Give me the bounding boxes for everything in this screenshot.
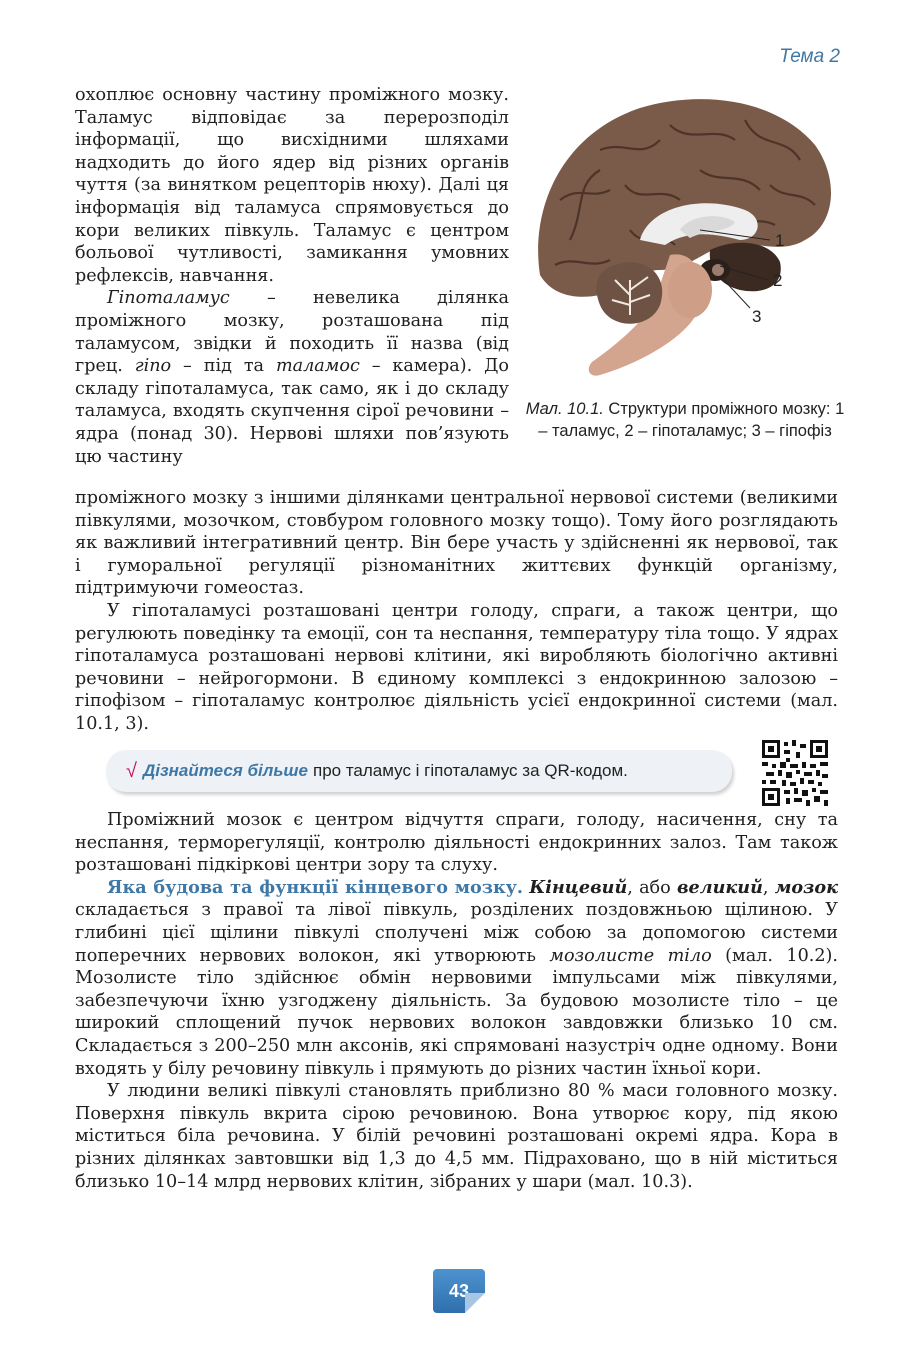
figure-label-3: 3 (752, 307, 762, 326)
term-corpus-callosum: мозолисте тіло (549, 945, 712, 966)
section-question: Яка будова та функції кінцевого мозку. (107, 876, 524, 898)
figure-label-2: 2 (773, 271, 783, 290)
hypothalamus-paragraph: Гіпоталамус – невелика ділянка проміжного мозку, розташована під таламусом, звідки й походить її назва (від грец. гіпо – під та таламос – камера). До складу гіпоталамуса, так само, як і до складу таламуса, входять скупчення сірої речовини – ядра (понад 30). Нервові шляхи пов’язують цю частину (75, 288, 510, 467)
hypothalamus-centers-paragraph: У гіпоталамусі розташовані центри голоду, спраги, а також центри, що регулюють поведінку та емоції, сон та неспання, температуру тіла тощо. У ядрах гіпоталамуса розташовані нервові клітини, які виробляють біологічно активні речовини – нейрогормони. В єдиному комплексі з ендокринною залозою – гіпофізом – гіпоталамус контролює діяльність усієї ендокринної системи (мал. 10.1, 3). (75, 600, 838, 734)
telencephalon-paragraph: Яка будова та функції кінцевого мозку. Кінцевий, або великий, мозок складається з правої та лівої півкуль, розділених поздовжньою щілиною. У глибині цієї щілини півкулі сполучені між собою за допомогою системи поперечних нервових волокон, які утворюють мозолисте тіло (мал. 10.2). Мозолисте тіло здійснює обмін нервовими імпульсами між півкулями, забезпечуючи їхню узгоджену діяльність. За будовою мозолисте тіло – це широкий сплощений пучок нервових волокон завдовжки близько 10 см. Складається з 200–250 млн аксонів, які спрямовані назустріч одне одному. Вони входять у білу речовину півкуль і прямують до різних частин їхньої кори. (75, 876, 839, 1079)
hemispheres-paragraph: У людини великі півкулі становлять приблизно 80 % маси головного мозку. Поверхня півкуль вкрита сірою речовиною. Вона утворює кору, під якою міститься біла речовина. У білій речовині розташовані окремі ядра. Кора в різних ділянках завтовшки від 1,3 до 4,5 мм. Підраховано, що в ній міститься близько 10–14 млрд нервових клітин, зібраних у шари (мал. 10.3). (75, 1081, 838, 1192)
term-velykyi: великий (676, 876, 763, 898)
figure-label-1: 1 (775, 231, 785, 250)
pons (668, 262, 712, 318)
brain-illustration (530, 90, 840, 400)
figure-caption (520, 398, 850, 442)
page-number (433, 1269, 485, 1313)
thalamus-paragraph: охоплює основну частину проміжного мозку. Таламус відповідає за перерозподіл інформації, що висхідними шляхами надходить до його ядер від різних органів чуття (за винятком рецепторів нюху). Далі ця інформація від таламуса спрямовується до кори великих півкуль. Таламус є центром больової чутливості, замикання умовних рефлексів, навчання. (75, 85, 509, 286)
learn-more-callout (106, 750, 732, 792)
term-kintsevyi: Кінцевий (529, 876, 628, 898)
term-hypothalamus: Гіпоталамус (107, 288, 230, 309)
left-column-text (75, 84, 509, 468)
qr-code-icon[interactable] (762, 740, 828, 806)
page-number-label: 43 (448, 1280, 470, 1301)
pituitary (712, 264, 724, 276)
caption-text: Структури проміжного мозку: 1 – таламус, 2 – гіпоталамус; 3 – гіпофіз (538, 400, 845, 440)
page-fold-icon (465, 1293, 485, 1313)
integrative-center-paragraph: проміжного мозку з іншими ділянками центральної нервової системи (великими півкулями, мозочком, стовбуром головного мозку тощо). Тому його розглядають як важливий інтегративний центр. Він бере участь у здійсненні як нервової, так і гуморальної регуляції різноманітних життєвих функцій організму, підтримуючи гомеостаз. (75, 488, 838, 599)
brain-figure (530, 90, 840, 400)
main-text-block-2 (75, 809, 838, 1193)
topic-label: Тема 2 (779, 46, 840, 67)
term-mozok: мозок (774, 876, 839, 898)
callout-text: про таламус і гіпоталамус за QR-кодом. (313, 761, 628, 780)
main-text-block-1 (75, 487, 838, 736)
diencephalon-summary-paragraph: Проміжний мозок є центром відчуття спраги, голоду, насичення, сну та неспання, терморегуляції, контролю діяльності ендокринних залоз. Там також розташовані підкіркові центри зору та слуху. (75, 810, 838, 876)
check-icon: √ (126, 759, 137, 782)
callout-emphasis: Дізнайтеся більше (142, 761, 308, 780)
caption-ref: Мал. 10.1. (525, 400, 604, 418)
